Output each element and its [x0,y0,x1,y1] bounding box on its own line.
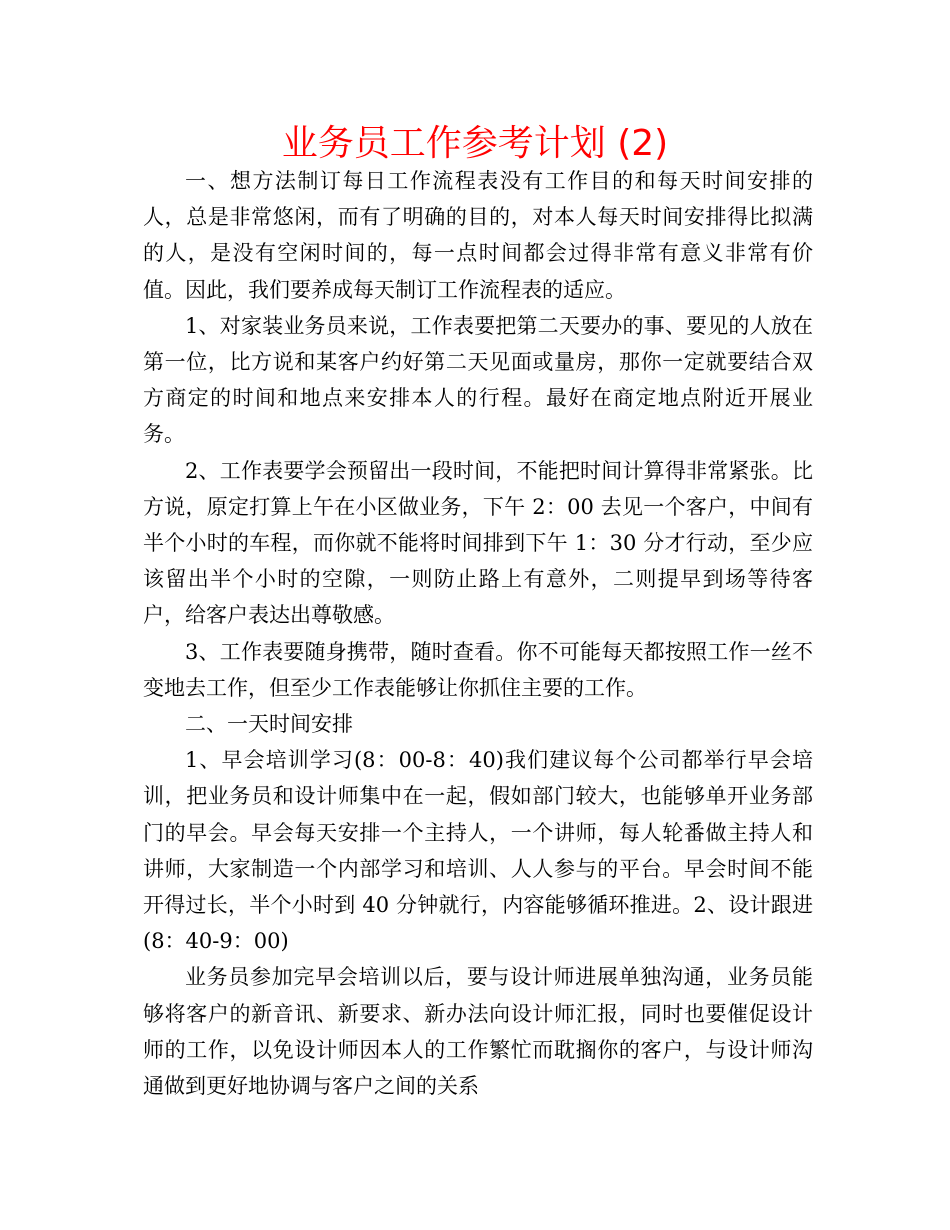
paragraph-item-3: 3、工作表要随身携带，随时查看。你不可能每天都按照工作一丝不变地去工作，但至少工作表能够让你抓住主要的工作。 [143,639,813,700]
document-body [143,163,813,1104]
document-title: 业务员工作参考计划 (2) [281,123,669,164]
paragraph-section-two: 二、一天时间安排 [185,712,353,737]
paragraph-item-1: 1、对家装业务员来说，工作表要把第二天要办的事、要见的人放在第一位，比方说和某客户约好第二天见面或量房，那你一定就要结合双方商定的时间和地点来安排本人的行程。最好在商定地点附近开展业务。 [143,313,813,447]
paragraph-section-one: 一、想方法制订每日工作流程表没有工作目的和每天时间安排的人，总是非常悠闲，而有了明确的目的，对本人每天时间安排得比拟满的人，是没有空闲时间的，每一点时间都会过得非常有意义非常有价值。因此，我们要养成每天制订工作流程表的适应。 [143,169,813,302]
paragraph-designer-followup: 业务员参加完早会培训以后，要与设计师进展单独沟通，业务员能够将客户的新音讯、新要求、新办法向设计师汇报，同时也要催促设计师的工作，以免设计师因本人的工作繁忙而耽搁你的客户，与设计师沟通做到更好地协调与客户之间的关系 [143,965,813,1099]
paragraph-morning-meeting: 1、早会培训学习(8：00-8：40)我们建议每个公司都举行早会培训，把业务员和设计师集中在一起，假如部门较大，也能够单开业务部门的早会。早会每天安排一个主持人，一个讲师，每人轮番做主持人和讲师，大家制造一个内部学习和培训、人人参与的平台。早会时间不能开得过长，半个小时到 40 分钟就行，内容能够循环推进。2、设计跟进(8：40-9：00) [143,748,813,954]
paragraph-item-2: 2、工作表要学会预留出一段时间，不能把时间计算得非常紧张。比方说，原定打算上午在小区做业务，下午 2：00 去见一个客户，中间有半个小时的车程，而你就不能将时间排到下午 1：30 分才行动，至少应该留出半个小时的空隙，一则防止路上有意外，二则提早到场等待客户，给客户表达出尊敬感。 [143,458,813,628]
